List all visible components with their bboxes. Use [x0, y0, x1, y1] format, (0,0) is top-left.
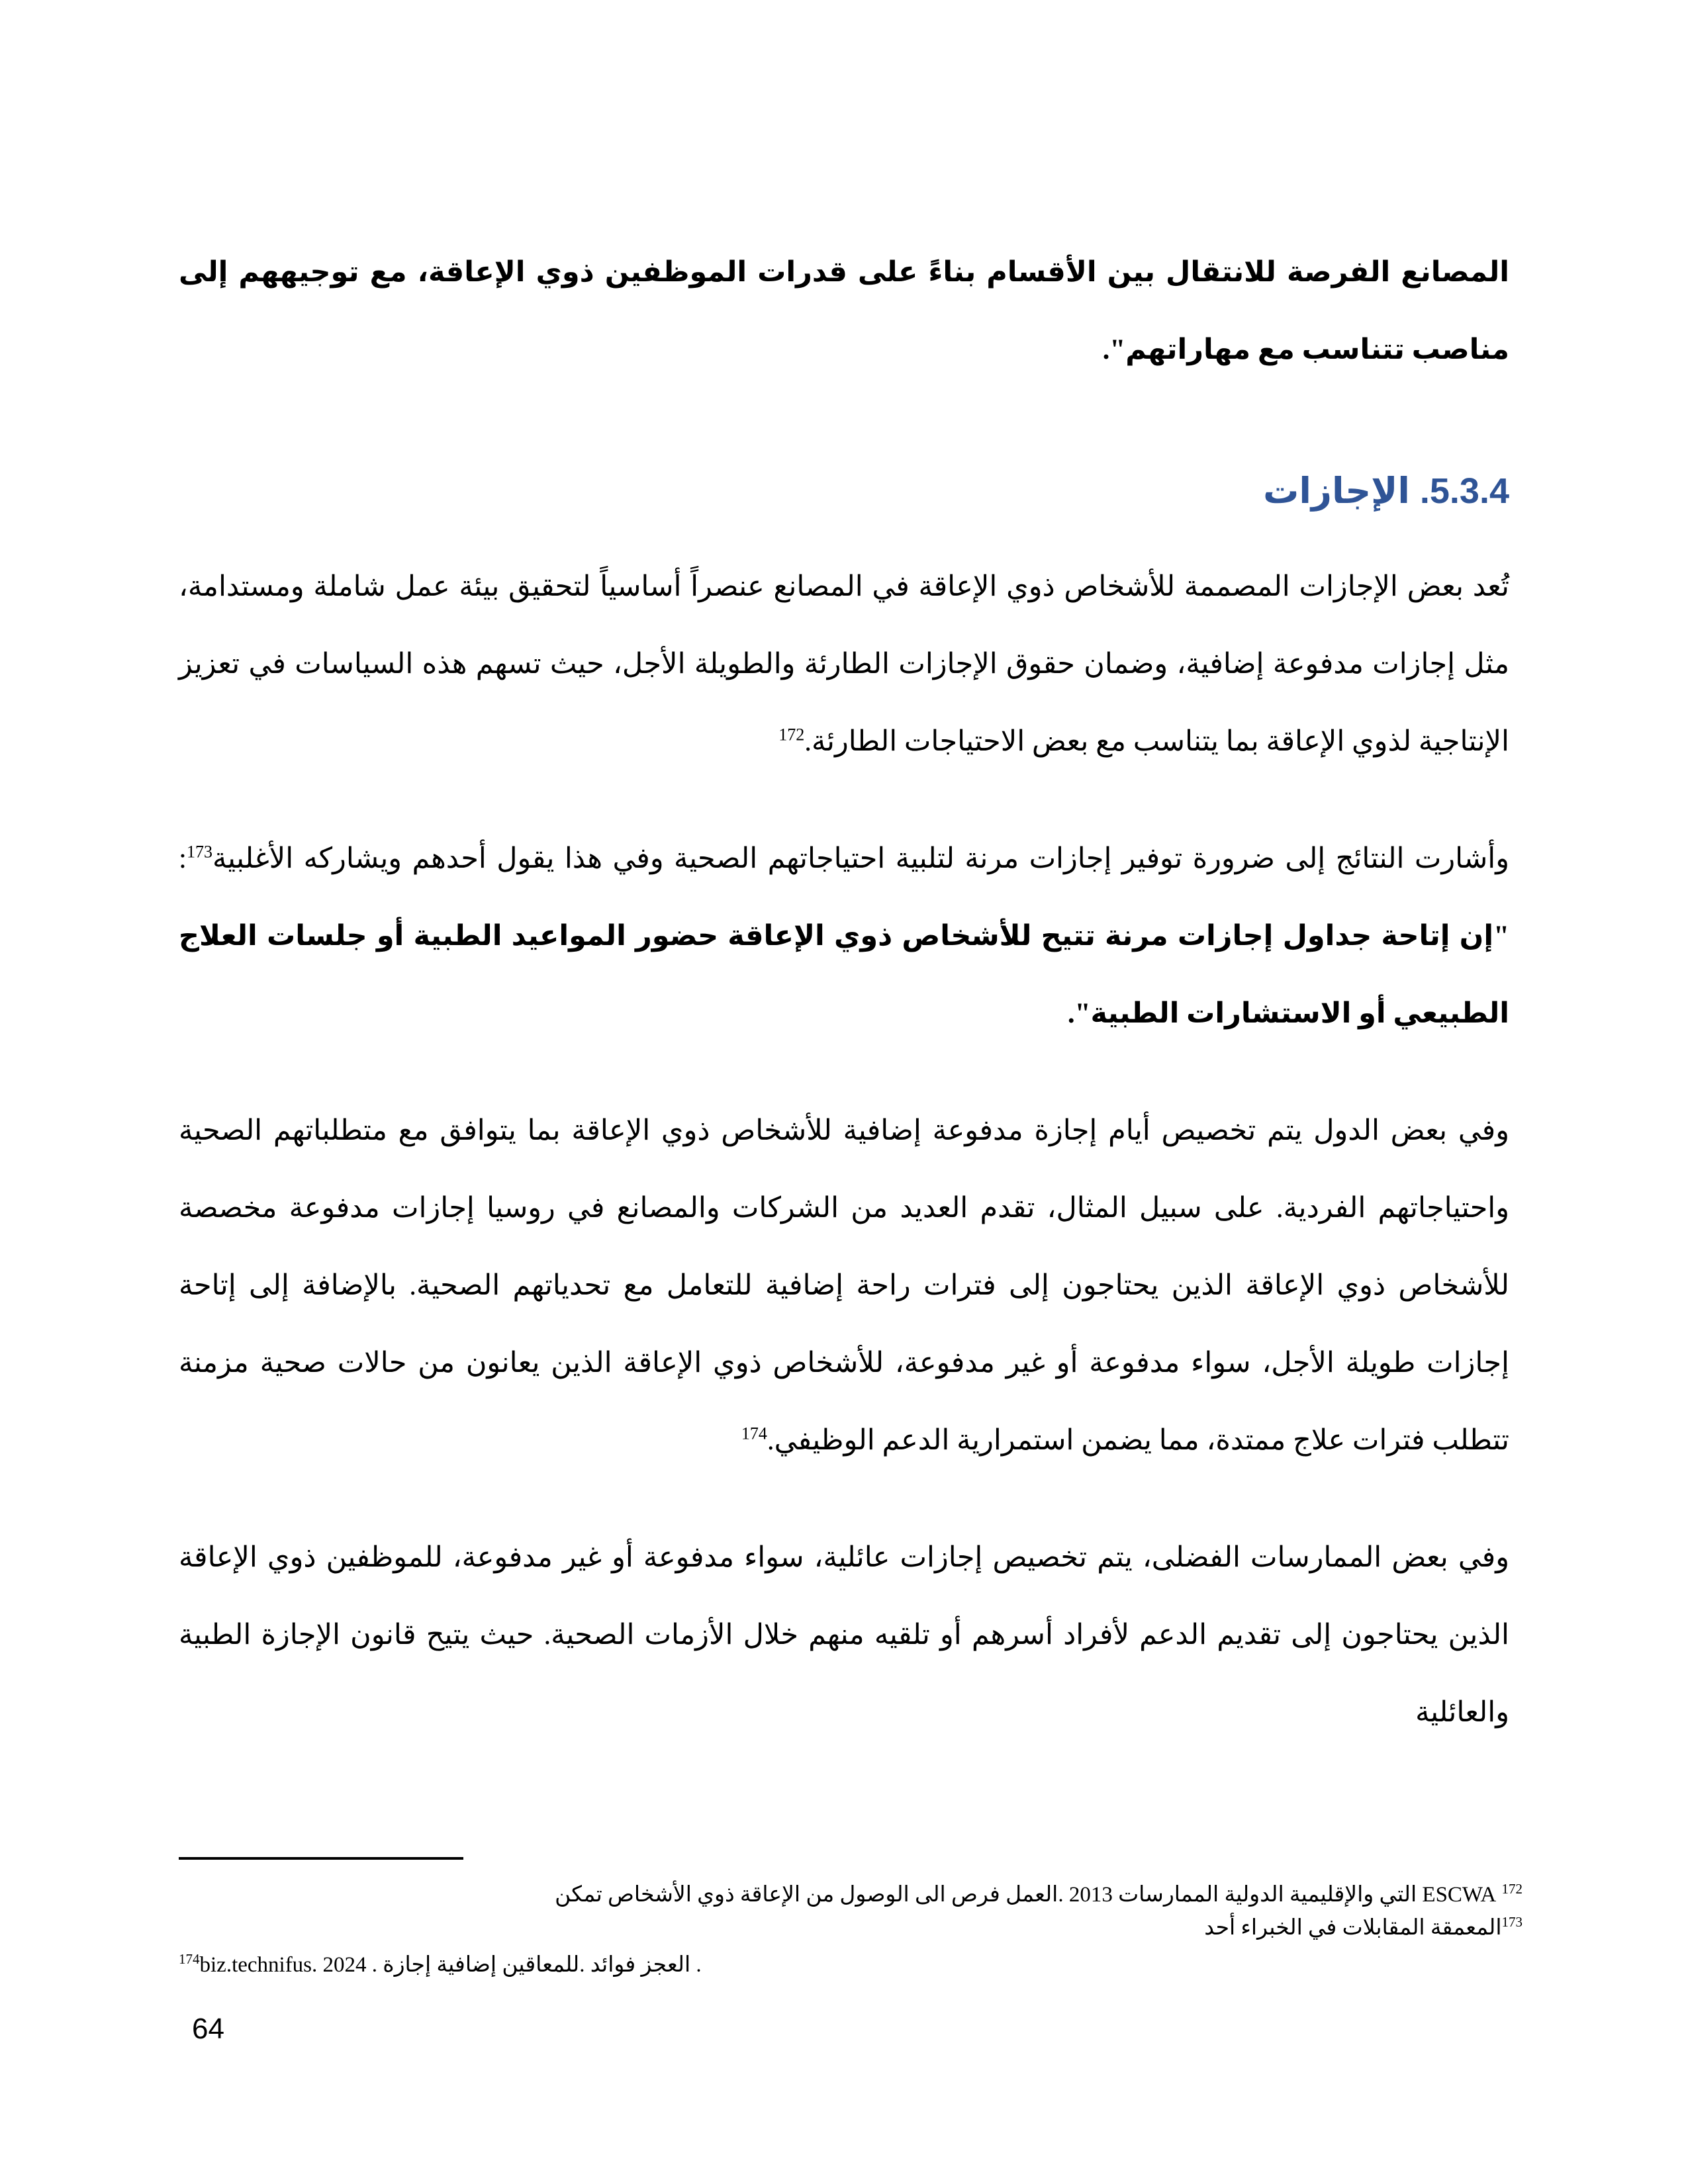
footnote-172: تمكن الأشخاص ذوي الإعاقة من الوصول الى فرص العمل. 2013 الممارسات الدولية والإقليمية التي ESCWA $^{172}$: [555, 1881, 1523, 1907]
footnote-174: $^{174}$biz.technifus. 2024 . إجازة إضافية للمعاقين. فوائد العجز .: [179, 1951, 702, 1977]
footnotes: [179, 1878, 1523, 1981]
paragraph-quote-continuation: المصانع الفرصة للانتقال بين الأقسام بناءً على قدرات الموظفين ذوي الإعاقة، مع توجيههم إلى مناصب تتناسب مع مهاراتهم".: [179, 257, 1509, 365]
footnote-separator: [179, 1857, 463, 1860]
body-text: [179, 234, 1509, 1791]
paragraph-family-leave: وفي بعض الممارسات الفضلى، يتم تخصيص إجازات عائلية، سواء مدفوعة أو غير مدفوعة، للموظفين ذوي الإعاقة الذين يحتاجون إلى تقديم الدعم لأفراد أسرهم أو تلقيه منهم خلال الأزمات الصحية. حيث يتيح قانون الإجازة الطبية والعائلية: [179, 1542, 1509, 1728]
paragraph-paid-extra-leave-examples: وفي بعض الدول يتم تخصيص أيام إجازة مدفوعة إضافية للأشخاص ذوي الإعاقة بما يتوافق مع متطلباتهم الصحية واحتياجاتهم الفردية. على سبيل المثال، تقدم العديد من الشركات والمصانع في روسيا إجازات مدفوعة مخصصة للأشخاص ذوي الإعاقة الذين يحتاجون إلى فترات راحة إضافية للتعامل مع تحدياتهم الصحية. بالإضافة إلى إتاحة إجازات طويلة الأجل، سواء مدفوعة أو غير مدفوعة، للأشخاص ذوي الإعاقة الذين يعانون من حالات صحية مزمنة تتطلب فترات علاج ممتدة، مما يضمن استمرارية الدعم الوظيفي.$^{174}$: [179, 1115, 1509, 1456]
page-number: 64: [192, 2013, 224, 2045]
paragraph-leave-types: تُعد بعض الإجازات المصممة للأشخاص ذوي الإعاقة في المصانع عنصراً أساسياً لتحقيق بيئة عمل شاملة ومستدامة، مثل إجازات مدفوعة إضافية، وضمان حقوق الإجازات الطارئة والطويلة الأجل، حيث تسهم هذه السياسات في تعزيز الإنتاجية لذوي الإعاقة بما يتناسب مع بعض الاحتياجات الطارئة.$^{172}$: [179, 571, 1509, 757]
paragraph-findings-flexible-leave: وأشارت النتائج إلى ضرورة توفير إجازات مرنة لتلبية احتياجاتهم الصحية وفي هذا يقول أحدهم ويشاركه الأغلبية$^{173}$: "إن إتاحة جداول إجازات مرنة تتيح للأشخاص ذوي الإعاقة حضور المواعيد الطبية أو جلسات العلاج الطبيعي أو الاستشارات الطبية".: [179, 842, 1509, 1029]
section-heading: 5.3.4. الإجازات: [1263, 471, 1509, 511]
footnote-173: أحد الخبراء في المقابلات المعمقة$^{173}$: [1204, 1914, 1523, 1940]
